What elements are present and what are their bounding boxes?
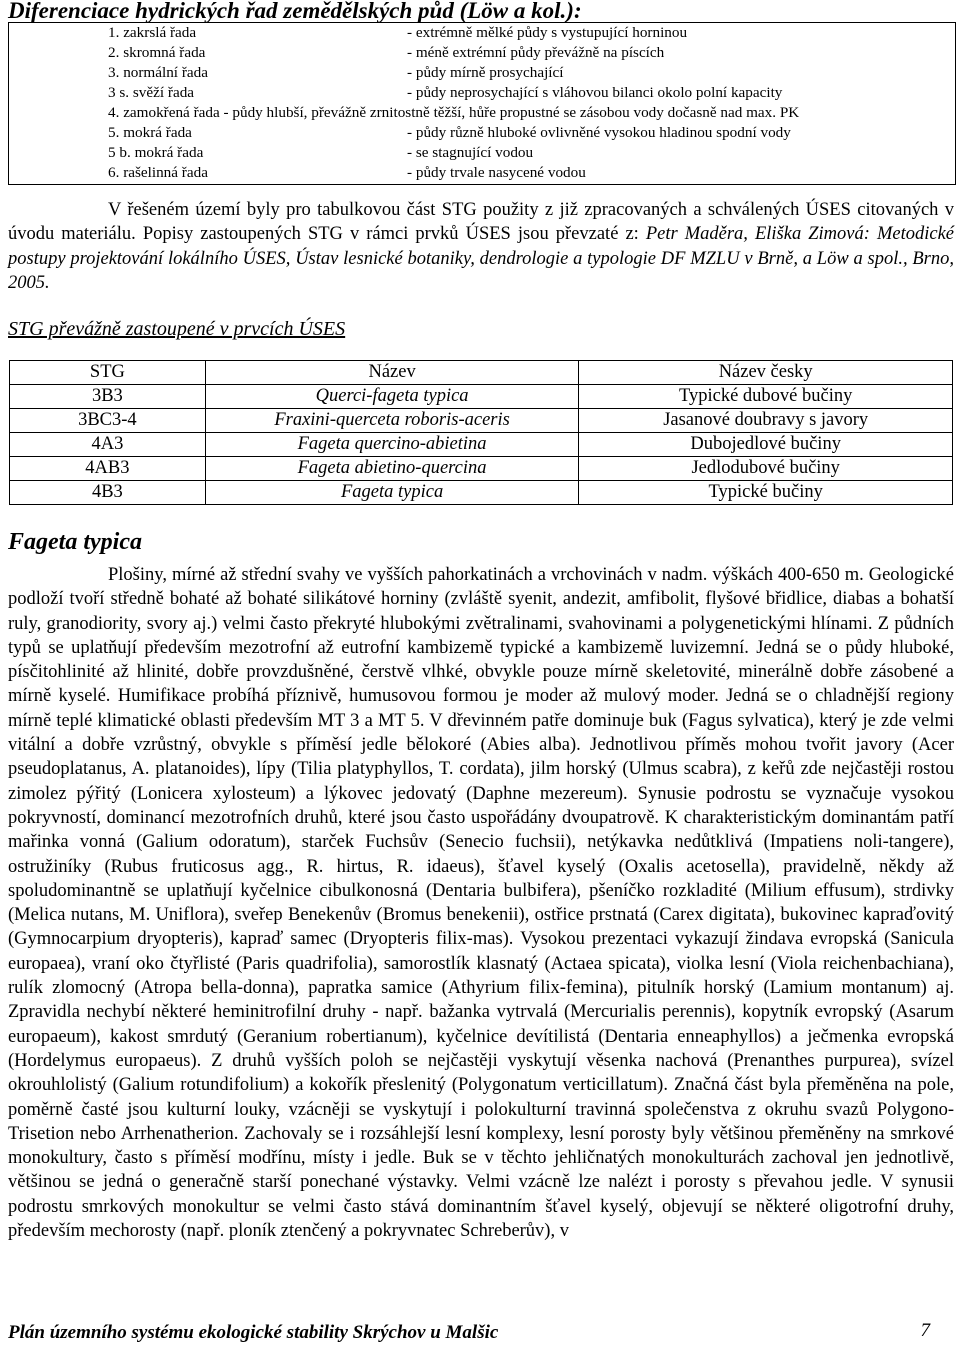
latin-name-cell: Fraxini-querceta roboris-aceris — [205, 409, 579, 433]
hydro-series-desc: - půdy mírně prosychající — [407, 64, 564, 81]
table-row — [10, 409, 953, 433]
page-number: 7 — [920, 1320, 930, 1341]
hydro-series-name: 3. normální řada — [108, 64, 208, 81]
hydro-series-name: 5 b. mokrá řada — [108, 144, 204, 161]
latin-name-cell: Fageta quercino-abietina — [205, 433, 579, 457]
stg-code-cell: 4B3 — [10, 481, 206, 505]
czech-name-cell: Jedlodubové bučiny — [579, 457, 953, 481]
hydro-series-desc: - extrémně mělké půdy s vystupující horninou — [407, 24, 688, 41]
stg-table — [9, 360, 953, 505]
hydro-series-desc: - půdy neprosychající s vláhovou bilanci okolo polní kapacity — [407, 84, 783, 101]
hydro-series-name: 2. skromná řada — [108, 44, 206, 61]
intro-citation: Petr Maděra, Eliška Zimová: Metodické postupy projektování lokálního ÚSES, Ústav lesnické botaniky, dendrologie a typologie DF MZLU v Brně, a Löw a spol., Brno, 2005. — [8, 224, 954, 293]
hydro-series-name: 5. mokrá řada — [108, 124, 192, 141]
hydro-series-desc: - méně extrémní půdy převážně na píscích — [407, 44, 665, 61]
czech-name-cell: Jasanové doubravy s javory — [579, 409, 953, 433]
intro-paragraph — [8, 198, 954, 295]
intro-text: V řešeném území byly pro tabulkovou část STG použity z již zpracovaných a schválených ÚSES citovaných v úvodu materiálu. Popisy zastoupených STG v rámci prvků ÚSES jsou převzaté z: — [8, 200, 954, 245]
footer-title: Plán územního systému ekologické stability Skrýchov u Malšic — [8, 1322, 499, 1343]
hydro-series-name: 3 s. svěží řada — [108, 84, 195, 101]
hydro-series-name: 1. zakrslá řada — [108, 24, 197, 41]
stg-section-title: STG převážně zastoupené v prvcích ÚSES — [8, 318, 346, 340]
column-header: STG — [10, 361, 206, 385]
column-header: Název — [205, 361, 579, 385]
stg-code-cell: 3BC3-4 — [10, 409, 206, 433]
table-row — [10, 385, 953, 409]
latin-name-cell: Fageta abietino-quercina — [205, 457, 579, 481]
section-paragraph: Plošiny, mírné až střední svahy ve vyšších pahorkatinách a vrchovinách v nadm. výškách 400-650 m. Geologické podloží tvoří středně bohaté až bohaté silikátové horniny (zvláště syenit, andezit, amfibolit, flyšové břidlice, diabas a bohatší ruly, granodiority, svory aj.) velmi často překryté hlubokými zvětralinami, svahovinami a polygenetickými hlínami. Z půdních typů se uplatňují především mezotrofní až eutrofní kambizemě typické a kambizemě luvizemní. Jedná se o půdy hluboké, písčitohlinité až hlinité, dobře provzdušněné, čerstvě vlhké, obvykle pouze mírně skeletovité, minerálně dobře zásobené a mírně kyselé. Humifikace probíhá příznivě, humusovou formou je moder až mulový moder. Jedná se o chladnější regiony mírně teplé klimatické oblasti především MT 3 a MT 5. V dřevinném patře dominuje buk (Fagus sylvatica), který je zde velmi vitální a dobře vzrůstný, obvykle s příměsí jedle bělokoré (Abies alba). Jednotlivou příměs mohou tvořit javory (Acer pseudoplatanus, A. platanoides), lípy (Tilia platyphyllos, T. cordata), jilm horský (Ulmus scabra), z keřů zde nejčastěji rostou zimolez pýřitý (Lonicera xylosteum) a lýkovec jedovatý (Daphne mezereum). Synusie podrostu se vyznačuje vysokou pokryvností, dominancí mezotrofních druhů, které jsou často uspořádány dvoupatrově. K charakteristickým dominantám patří mařinka vonná (Galium odoratum), starček Fuchsův (Senecio fuchsii), netýkavka nedůtklivá (Impatiens noli-tangere), ostružiníky (Rubus fruticosus agg., R. hirtus, R. idaeus), šťavel kyselý (Oxalis acetosella), pravidelně, někdy až spoludominantně se uplatňují kyčelnice cibulkonosná (Dentaria bulbifera), pšeníčko rozkladité (Milium effusum), strdivky (Melica nutans, M. Uniflora), sveřep Benekenův (Bromus benekenii), ostřice prstnatá (Carex digitata), bukovinec kapraďovitý (Gymnocarpium dryopteris), kapraď samec (Dryopteris filix-mas). Vysokou prezentaci vykazují žindava evropská (Sanicula europaea), vraní oko čtyřlisté (Paris quadrifolia), samorostlík klasnatý (Actaea spicata), violka lesní (Viola reichenbachiana), rulík zlomocný (Atropa bella-donna), papratka samice (Athyrium filix-femina), pitulník horský (Lamium montanum) aj. Zpravidla nechybí některé heminitrofilní druhy - např. bažanka vytrvalá (Mercurialis perennis), kopytník evropský (Asarum europaeum), kakost smrdutý (Geranium robertianum), kyčelnice devítilistá (Dentaria enneaphyllos) a ječmenka evropská (Hordelymus europaeus). Z druhů vyšších poloh se nejčastěji vyskytují věsenka nachová (Prenanthes purpurea), svízel okrouhlolistý (Galium rotundifolium) a kokořík přeslenitý (Polygonatum verticillatum). Značná část byla přeměněna na pole, poměrně časté jsou kulturní louky, vzácněji se vyskytují i polokulturní travinná společenstva z okruhu svazů Polygono-Trisetion nebo Arrhenatherion. Zachovaly se i rozsáhlejší lesní komplexy, lesní porosty byly většinou přeměněny na smrkové monokultury, často s příměsí modřínu, místy i jedle. Buk se v těchto jehličnatých monokulturách zachoval jen jednotlivě, většinou se jedná o generačně starší ponechané výstavky. Velmi vzácně lze nalézt i porosty s převahou jedle. V synusii podrostu smrkových monokultur se velmi často stává dominantním šťavel kyselý, objevují se některé oligotrofní druhy, především mechorosty (např. ploník ztenčený a pokryvnatec Schreberův), v — [8, 565, 954, 1242]
hydro-series-desc: - půdy různě hluboké ovlivněné vysokou hladinou spodní vody — [407, 124, 791, 141]
column-header: Název česky — [579, 361, 953, 385]
hydro-series-desc: - se stagnující vodou — [407, 144, 534, 161]
table-row — [10, 433, 953, 457]
czech-name-cell: Typické dubové bučiny — [579, 385, 953, 409]
hydro-series-full: 4. zamokřená řada - půdy hlubší, převážně zrnitostně těžší, hůře propustné se zásobou vody dočasně nad max. PK — [108, 104, 800, 121]
table-row — [10, 457, 953, 481]
stg-code-cell: 4AB3 — [10, 457, 206, 481]
hydro-series-box — [8, 22, 956, 185]
table-row — [10, 481, 953, 505]
latin-name-cell: Querci-fageta typica — [205, 385, 579, 409]
hydro-series-desc: - půdy trvale nasycené vodou — [407, 164, 586, 181]
latin-name-cell: Fageta typica — [205, 481, 579, 505]
stg-code-cell: 3B3 — [10, 385, 206, 409]
stg-code-cell: 4A3 — [10, 433, 206, 457]
czech-name-cell: Dubojedlové bučiny — [579, 433, 953, 457]
table-header-row — [10, 361, 953, 385]
hydro-series-name: 6. rašelinná řada — [108, 164, 208, 181]
czech-name-cell: Typické bučiny — [579, 481, 953, 505]
section-heading: Fageta typica — [8, 529, 142, 555]
page-heading: Diferenciace hydrických řad zemědělských půd (Löw a kol.): — [8, 0, 582, 23]
